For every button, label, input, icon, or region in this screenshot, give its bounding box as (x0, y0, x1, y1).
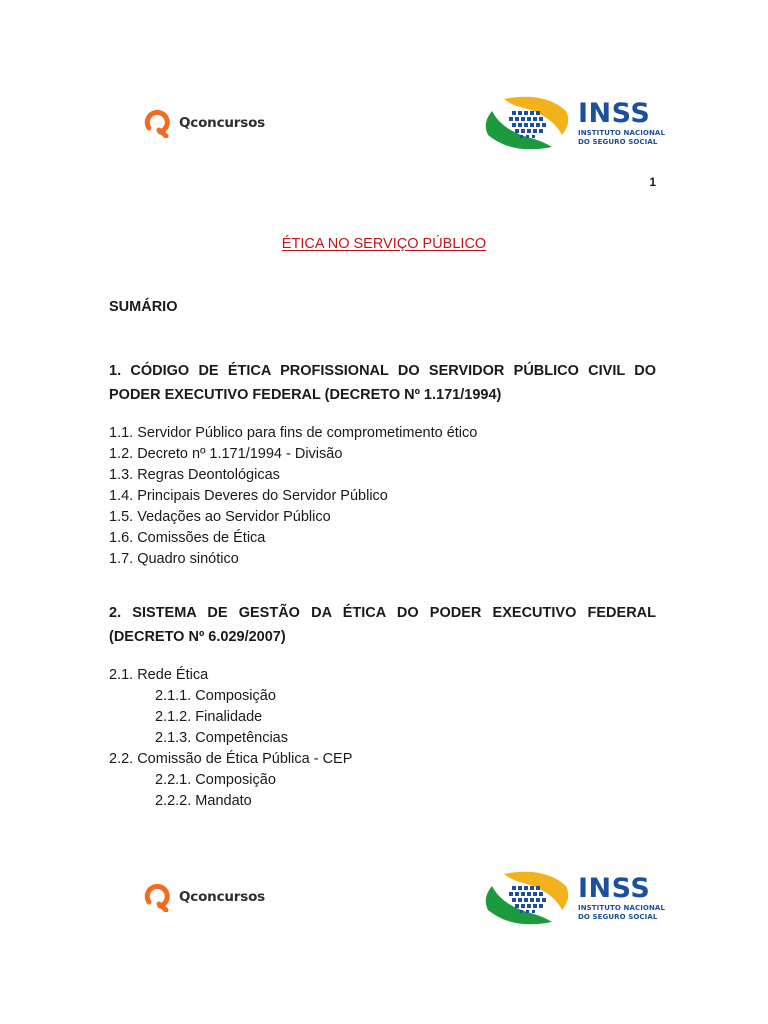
section-1-number: 1 (109, 363, 118, 379)
list-item: 2.1.3. Competências (155, 730, 288, 746)
qconcursos-wordmark: Qconcursos (179, 115, 265, 131)
list-item: 1.7. Quadro sinótico (109, 551, 239, 567)
qconcursos-logo-header (141, 108, 265, 138)
page-number: 1 (649, 175, 656, 189)
inss-wordmark (578, 875, 665, 921)
list-item: 2.2. Comissão de Ética Pública - CEP (109, 751, 353, 767)
summary-label: SUMÁRIO (109, 299, 178, 315)
inss-emblem-icon (482, 95, 574, 151)
inss-name: INSS (578, 873, 651, 904)
list-item: 1.6. Comissões de Ética (109, 530, 266, 546)
inss-subtitle-line1: INSTITUTO NACIONAL (578, 129, 666, 137)
inss-logo-footer (482, 870, 665, 926)
section-1-items (109, 423, 477, 570)
list-item: 2.1.2. Finalidade (155, 709, 263, 725)
list-item: 2.1.1. Composição (155, 688, 276, 704)
list-item: 1.3. Regras Deontológicas (109, 467, 280, 483)
list-item: 1.1. Servidor Público para fins de comprometimento ético (109, 425, 478, 441)
section-2-heading-text: . SISTEMA DE GESTÃO DA ÉTICA DO PODER EXECUTIVO FEDERAL (DECRETO Nº 6.029/2007) (109, 605, 656, 645)
document-title: ÉTICA NO SERVIÇO PÚBLICO (281, 236, 487, 252)
list-item: 1.4. Principais Deveres do Servidor Público (109, 488, 388, 504)
section-2-items (109, 665, 352, 812)
qconcursos-q-icon (141, 882, 175, 912)
list-item: 1.2. Decreto nº 1.171/1994 - Divisão (109, 446, 343, 462)
inss-subtitle-line1: INSTITUTO NACIONAL (578, 904, 666, 912)
inss-subtitle-line2: DO SEGURO SOCIAL (578, 137, 658, 146)
section-2-heading (109, 601, 656, 649)
qconcursos-q-icon (141, 108, 175, 138)
list-item: 2.2.1. Composição (155, 772, 276, 788)
qconcursos-logo-footer (141, 882, 265, 912)
section-2-number: 2 (109, 605, 118, 621)
inss-logo-header (482, 95, 665, 151)
section-1-heading-text: . CÓDIGO DE ÉTICA PROFISSIONAL DO SERVIDOR PÚBLICO CIVIL DO PODER EXECUTIVO FEDERAL (DECRETO Nº 1.171/1994) (109, 363, 656, 403)
inss-subtitle-line2: DO SEGURO SOCIAL (578, 912, 658, 921)
qconcursos-wordmark: Qconcursos (179, 889, 265, 905)
list-item: 1.5. Vedações ao Servidor Público (109, 509, 331, 525)
list-item: 2.1. Rede Ética (109, 667, 209, 683)
inss-emblem-icon (482, 870, 574, 926)
section-1-heading (109, 359, 656, 407)
list-item: 2.2.2. Mandato (155, 793, 252, 809)
inss-name: INSS (578, 98, 651, 129)
inss-wordmark (578, 100, 665, 146)
